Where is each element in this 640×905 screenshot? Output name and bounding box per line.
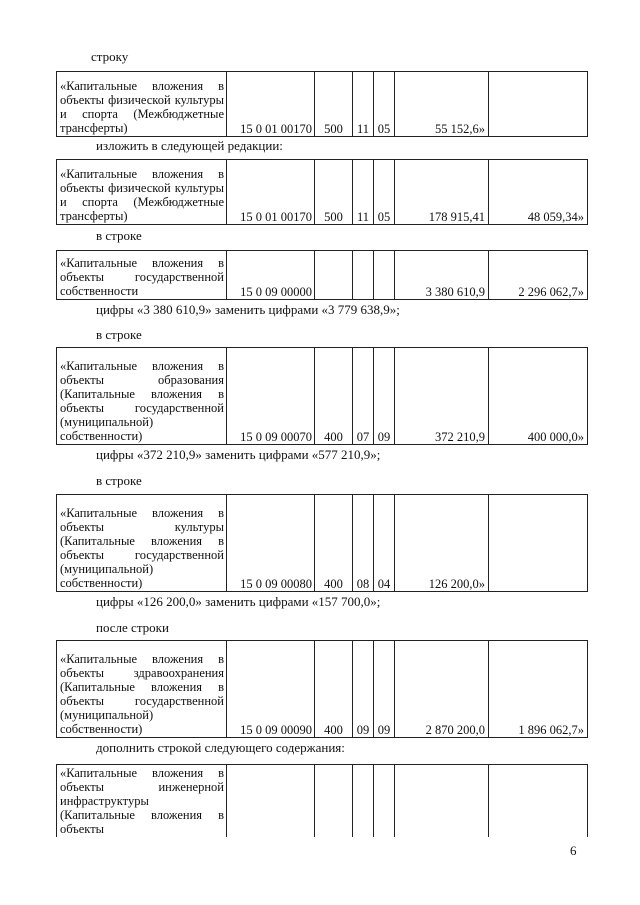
pr-cell: 05 [374,72,395,137]
budget-table-5 [56,494,588,592]
budget-table-2 [56,159,588,225]
paragraph-2: изложить в следующей редакции: [96,138,283,153]
sum1-cell: 178 915,41 [395,160,489,225]
sum1-cell: 55 152,6» [395,72,489,137]
rz-cell: 07 [353,348,374,445]
table-row [57,641,588,738]
paragraph-7: в строке [96,473,142,488]
paragraph-9: после строки [96,620,169,635]
row-name-cell: «Капитальные вложения в объекты государственной собственности [57,251,227,300]
table-row [57,765,588,838]
code-cell: 15 0 09 00080 [227,495,315,592]
sum2-cell: 400 000,0» [489,348,588,445]
sum1-cell: 126 200,0» [395,495,489,592]
paragraph-3: в строке [96,228,142,243]
table-row [57,72,588,137]
vr-cell: 500 [315,160,353,225]
budget-table-1 [56,71,588,137]
sum2-cell [489,765,588,838]
pr-cell: 05 [374,160,395,225]
pr-cell: 04 [374,495,395,592]
budget-table-3 [56,250,588,300]
rz-cell: 11 [353,160,374,225]
paragraph-8: цифры «126 200,0» заменить цифрами «157 700,0»; [96,594,381,609]
vr-cell: 400 [315,348,353,445]
table-row [57,251,588,300]
row-name-cell: «Капитальные вложения в объекты физической культуры и спорта (Межбюджетные трансферты) [57,160,227,225]
pr-cell: 09 [374,348,395,445]
sum1-cell: 3 380 610,9 [395,251,489,300]
pr-cell [374,765,395,838]
sum2-cell: 48 059,34» [489,160,588,225]
rz-cell: 08 [353,495,374,592]
row-name-cell: «Капитальные вложения в объекты здравоохранения (Капитальные вложения в объекты государственной (муниципальной) собственности) [57,641,227,738]
budget-table-4 [56,347,588,445]
budget-table-6 [56,640,588,738]
budget-table-7 [56,764,588,837]
vr-cell: 400 [315,641,353,738]
rz-cell: 11 [353,72,374,137]
rz-cell [353,765,374,838]
rz-cell [353,251,374,300]
rz-cell: 09 [353,641,374,738]
row-name-cell: «Капитальные вложения в объекты образования (Капитальные вложения в объекты государственной (муниципальной) собственности) [57,348,227,445]
vr-cell [315,251,353,300]
vr-cell: 400 [315,495,353,592]
code-cell: 15 0 01 00170 [227,72,315,137]
vr-cell [315,765,353,838]
row-name-cell: «Капитальные вложения в объекты культуры (Капитальные вложения в объекты государственной (муниципальной) собственности) [57,495,227,592]
table-row [57,495,588,592]
code-cell [227,765,315,838]
sum2-cell: 2 296 062,7» [489,251,588,300]
sum2-cell: 1 896 062,7» [489,641,588,738]
sum1-cell: 2 870 200,0 [395,641,489,738]
sum2-cell [489,72,588,137]
code-cell: 15 0 09 00000 [227,251,315,300]
vr-cell: 500 [315,72,353,137]
sum2-cell [489,495,588,592]
row-name-cell: «Капитальные вложения в объекты инженерной инфраструктуры (Капитальные вложения в объекты [57,765,227,838]
page-number: 6 [570,843,577,858]
code-cell: 15 0 01 00170 [227,160,315,225]
table-row [57,348,588,445]
paragraph-5: в строке [96,327,142,342]
sum1-cell [395,765,489,838]
paragraph-1: строку [91,49,129,64]
paragraph-6: цифры «372 210,9» заменить цифрами «577 210,9»; [96,447,381,462]
sum1-cell: 372 210,9 [395,348,489,445]
paragraph-10: дополнить строкой следующего содержания: [96,740,345,755]
paragraph-4: цифры «3 380 610,9» заменить цифрами «3 779 638,9»; [96,302,400,317]
row-name-cell: «Капитальные вложения в объекты физической культуры и спорта (Межбюджетные трансферты) [57,72,227,137]
table-row [57,160,588,225]
pr-cell: 09 [374,641,395,738]
pr-cell [374,251,395,300]
code-cell: 15 0 09 00090 [227,641,315,738]
code-cell: 15 0 09 00070 [227,348,315,445]
